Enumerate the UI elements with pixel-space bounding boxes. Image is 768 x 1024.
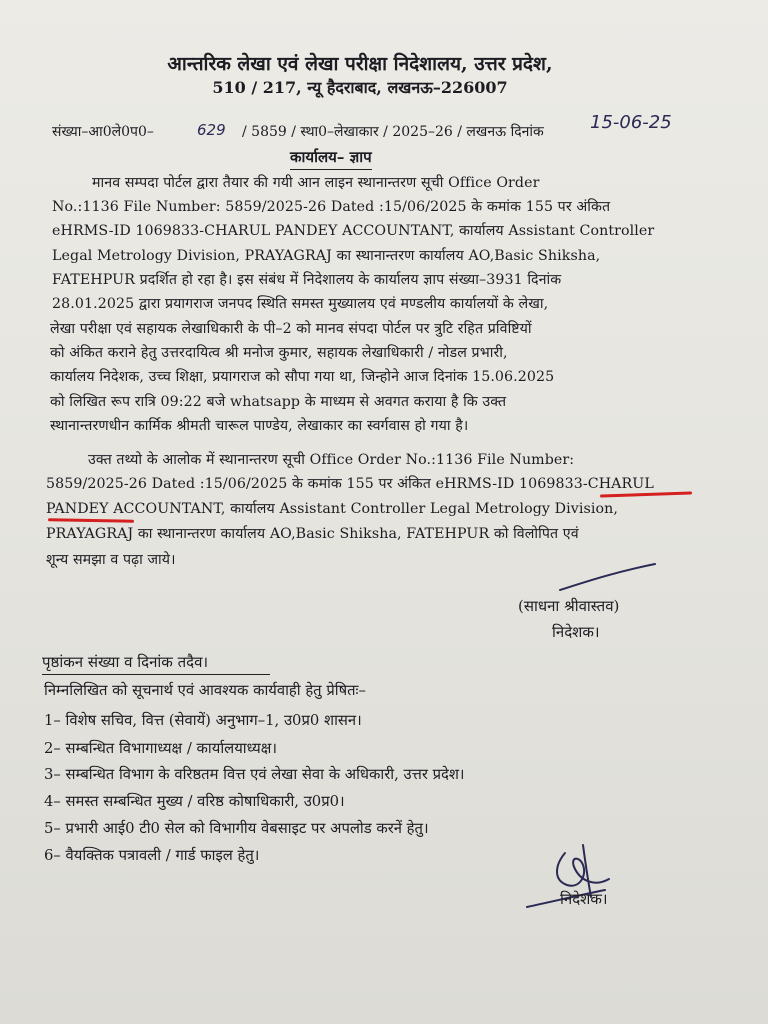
body-line-4: Legal Metrology Division, PRAYAGRAJ का स्थानान्तरण कार्यालय AO,Basic Shiksha, [52, 248, 601, 264]
body-line-10: को लिखित रूप रात्रि 09:22 बजे whatsapp के माध्यम से अवगत कराया है कि उक्त [50, 394, 507, 410]
endorsement-intro: निम्नलिखित को सूचनार्थ एवं आवश्यक कार्यवाही हेतु प्रेषितः– [44, 682, 366, 699]
director-signature-mark [555, 560, 665, 600]
reference-middle: / 5859 / स्था0–लेखाकार / 2025–26 / लखनऊ दिनांक [242, 124, 544, 140]
distribution-item-5: 5– प्रभारी आई0 टी0 सेल को विभागीय वेबसाइट पर अपलोड करनें हेतु। [44, 820, 429, 837]
signatory-designation: निदेशक। [552, 623, 600, 641]
body2-line-1: उक्त तथ्यो के आलोक में स्थानान्तरण सूची Office Order No.:1136 File Number: [88, 452, 575, 468]
reference-prefix: संख्या–आ0ले0प0– [52, 124, 154, 140]
body-line-11: स्थानान्तरणधीन कार्मिक श्रीमती चारूल पाण्डेय, लेखाकार का स्वर्गवास हो गया है। [50, 418, 469, 434]
reference-date-handwritten: 15-06-25 [590, 112, 672, 133]
body2-line-3: PANDEY ACCOUNTANT, कार्यालय Assistant Controller Legal Metrology Division, [46, 501, 619, 517]
body2-line-2: 5859/2025-26 Dated :15/06/2025 के कमांक 155 पर अंकित eHRMS-ID 1069833-CHARUL [46, 476, 654, 492]
distribution-item-4: 4– समस्त सम्बन्धित मुख्य / वरिष्ठ कोषाधिकारी, उ0प्र0। [44, 793, 345, 810]
endorsement-title: पृष्ठांकन संख्या व दिनांक तदैव। [42, 653, 209, 671]
distribution-item-6: 6– वैयक्तिक पत्रावली / गार्ड फाइल हेतु। [44, 847, 260, 864]
distribution-item-2: 2– सम्बन्धित विभागाध्यक्ष / कार्यालयाध्यक्ष। [44, 740, 277, 757]
body2-line-4: PRAYAGRAJ का स्थानान्तरण कार्यालय AO,Basic Shiksha, FATEHPUR को विलोपित एवं [46, 526, 579, 542]
endorsement-designation: निदेशक। [560, 890, 608, 908]
signatory-name: (साधना श्रीवास्तव) [518, 597, 620, 615]
body2-line-5: शून्य समझा व पढ़ा जाये। [46, 552, 176, 568]
red-underline-pandey [48, 518, 134, 523]
body-line-8: को अंकित कराने हेतु उत्तरदायित्व श्री मनोज कुमार, सहायक लेखाधिकारी / नोडल प्रभारी, [50, 345, 508, 361]
reference-number-handwritten: 629 [197, 121, 226, 139]
body-line-3: eHRMS-ID 1069833-CHARUL PANDEY ACCOUNTANT, कार्यालय Assistant Controller [52, 223, 655, 239]
distribution-item-1: 1– विशेष सचिव, वित्त (सेवायें) अनुभाग–1, उ0प्र0 शासन। [44, 712, 362, 729]
memo-subject: कार्यालय– ज्ञाप [290, 147, 372, 167]
body-line-7: लेखा परीक्षा एवं सहायक लेखाधिकारी के पी–2 को मानव संपदा पोर्टल पर त्रुटि रहित प्रविष्टियों [50, 321, 532, 337]
office-address: 510 / 217, न्यू हैदराबाद, लखनऊ–226007 [212, 78, 508, 97]
distribution-item-3: 3– सम्बन्धित विभाग के वरिष्ठतम वित्त एवं लेखा सेवा के अधिकारी, उत्तर प्रदेश। [44, 766, 465, 783]
body-line-2: No.:1136 File Number: 5859/2025-26 Dated :15/06/2025 के कमांक 155 पर अंकित [52, 199, 611, 215]
office-name: आन्तरिक लेखा एवं लेखा परीक्षा निदेशालय, उत्तर प्रदेश, [167, 53, 553, 75]
body-line-1: मानव सम्पदा पोर्टल द्वारा तैयार की गयी आन लाइन स्थानान्तरण सूची Office Order [92, 175, 540, 191]
body-line-6: 28.01.2025 द्वारा प्रयागराज जनपद स्थिति समस्त मुख्यालय एवं मण्डलीय कार्यालयों के लेखा, [52, 296, 549, 312]
body-line-9: कार्यालय निदेशक, उच्च शिक्षा, प्रयागराज को सौपा गया था, जिन्होने आज दिनांक 15.06.2025 [50, 369, 555, 385]
endorsement-underline [42, 674, 270, 675]
body-line-5: FATEHPUR प्रदर्शित हो रहा है। इस संबंध में निदेशालय के कार्यालय ज्ञाप संख्या–3931 दिनांक [52, 272, 562, 288]
